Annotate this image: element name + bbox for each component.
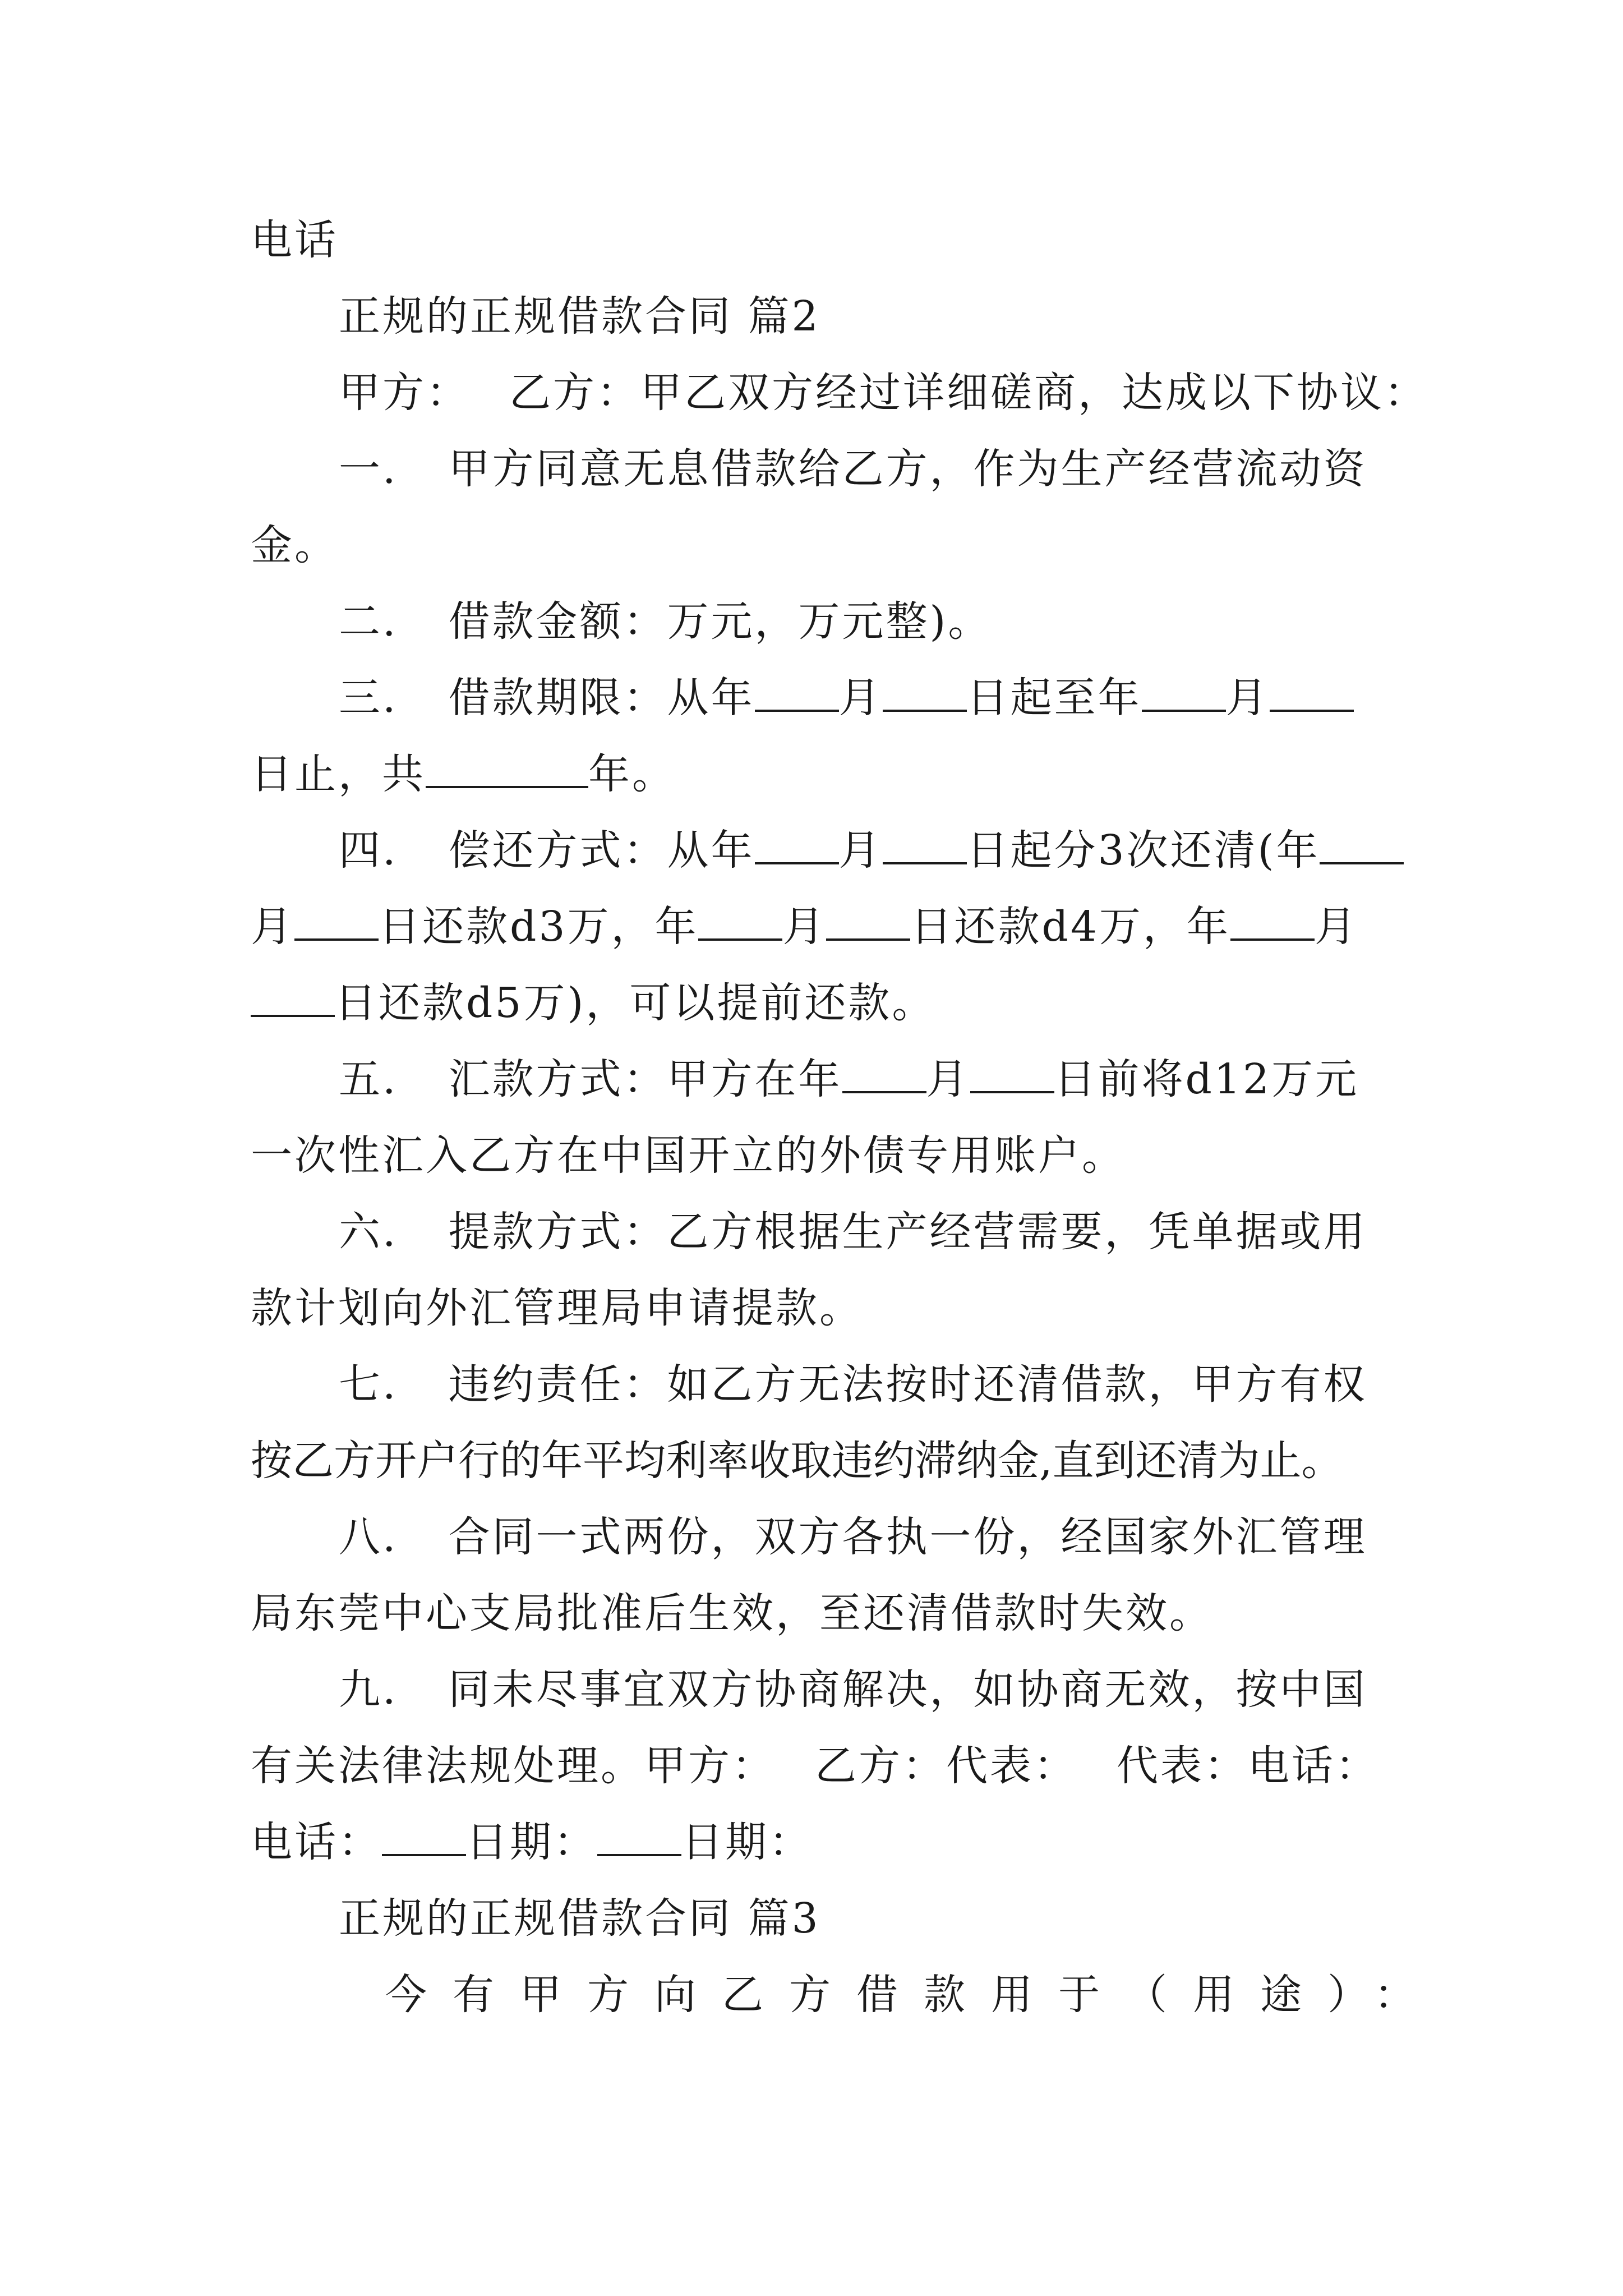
clause-8 <box>251 1499 1389 1575</box>
clause-text: 月 <box>251 903 294 951</box>
blank-line <box>755 829 839 864</box>
section-heading <box>251 278 1389 355</box>
text-line <box>251 507 1389 583</box>
phone-label: 电话 <box>251 216 338 264</box>
clause-text: 日还款d3万，年 <box>379 903 699 951</box>
clause-text: 月 <box>926 1055 970 1103</box>
blank-line <box>883 829 967 864</box>
clause-text: 合同一式两份，双方各执一份，经国家外汇管理 <box>448 1513 1367 1561</box>
clause-text: 日起分3次还清(年 <box>966 826 1320 875</box>
clause-text: 款计划向外汇管理局申请提款。 <box>251 1284 863 1332</box>
phone-label: 电话： <box>251 1818 382 1866</box>
text-line <box>251 736 1389 812</box>
clause-2 <box>251 583 1389 660</box>
blank-line <box>883 676 967 712</box>
clause-text: 有关法律法规处理。甲方： <box>251 1742 776 1790</box>
clause-text: 月 <box>1225 674 1270 722</box>
signature-line <box>251 1728 1389 1804</box>
clause-text: 局东莞中心支局批准后生效，至还清借款时失效。 <box>251 1589 1213 1637</box>
text-line <box>251 1957 1441 2033</box>
document-page <box>251 202 1441 2033</box>
clause-text: 按乙方开户行的年平均利率收取违约滞纳金,直到还清为止。 <box>251 1437 1343 1485</box>
text-line <box>251 1575 1389 1651</box>
clause-number: 三. <box>339 674 398 722</box>
clause-number: 二. <box>339 597 398 646</box>
blank-line <box>1230 905 1315 941</box>
clause-3 <box>251 660 1389 736</box>
clause-text: 同未尽事宜双方协商解决，如协商无效，按中国 <box>448 1665 1367 1714</box>
signature-line <box>251 1804 1389 1880</box>
clause-text: 月 <box>1314 903 1358 951</box>
date-label: 日期： <box>681 1818 813 1866</box>
blank-line <box>1142 676 1226 712</box>
clause-1 <box>251 431 1389 507</box>
clause-number: 一. <box>339 445 398 493</box>
clause-text: 日止，共 <box>251 750 426 798</box>
clause-7 <box>251 1346 1389 1423</box>
clause-text: 代表：电话： <box>1117 1742 1379 1790</box>
blank-line <box>251 981 335 1017</box>
clause-number: 五. <box>339 1055 398 1103</box>
text-line <box>251 889 1389 965</box>
clause-text: 日还款d4万，年 <box>910 903 1230 951</box>
clause-4 <box>251 812 1389 889</box>
blank-line <box>970 1057 1054 1093</box>
text-line <box>251 355 1428 431</box>
section-heading <box>251 1880 1389 1957</box>
blank-line <box>842 1057 926 1093</box>
blank-line <box>826 905 910 941</box>
clause-text: 乙方：代表： <box>815 1742 1077 1790</box>
clause-text: 金。 <box>251 521 338 569</box>
clause-number: 八. <box>339 1513 398 1561</box>
clause-text: 月 <box>782 903 827 951</box>
text-line <box>251 202 1389 278</box>
clause-text: 日前将d12万元 <box>1054 1055 1359 1103</box>
clause-text: 借款金额：万元，万元整)。 <box>448 597 992 646</box>
clause-text: 日起至年 <box>966 674 1142 722</box>
clause-5 <box>251 1041 1389 1117</box>
clause-text: 违约责任：如乙方无法按时还清借款，甲方有权 <box>448 1360 1367 1409</box>
clause-text: 月 <box>838 826 883 875</box>
party-b-intro: 乙方：甲乙双方经过详细磋商，达成以下协议： <box>509 369 1428 417</box>
text-line <box>251 965 1389 1041</box>
blank-line <box>597 1820 681 1856</box>
party-a-label: 甲方： <box>339 369 470 417</box>
blank-line <box>698 905 782 941</box>
text-line <box>251 1117 1389 1194</box>
clause-number: 四. <box>339 826 398 875</box>
blank-line <box>382 1820 466 1856</box>
text-line <box>251 1270 1389 1346</box>
section-title: 正规的正规借款合同 篇2 <box>339 292 820 341</box>
date-label: 日期： <box>466 1818 597 1866</box>
clause-number: 六. <box>339 1208 398 1256</box>
clause-text: 借款期限：从年 <box>448 674 755 722</box>
section-title: 正规的正规借款合同 篇3 <box>339 1894 820 1943</box>
clause-6 <box>251 1194 1389 1270</box>
clause-text: 年。 <box>588 750 676 798</box>
clause-text: 偿还方式：从年 <box>448 826 755 875</box>
clause-text: 汇款方式：甲方在年 <box>448 1055 842 1103</box>
blank-line <box>426 752 588 788</box>
clause-text: 日还款d5万)，可以提前还款。 <box>335 979 936 1027</box>
blank-line <box>755 676 839 712</box>
blank-line <box>294 905 379 941</box>
text-line <box>251 1423 1389 1499</box>
clause-text: 今有甲方向乙方借款用于（用途）： <box>385 1971 1441 2019</box>
blank-line <box>1270 676 1354 712</box>
clause-text: 甲方同意无息借款给乙方，作为生产经营流动资 <box>448 445 1367 493</box>
clause-9 <box>251 1651 1389 1728</box>
clause-text: 月 <box>838 674 883 722</box>
clause-text: 一次性汇入乙方在中国开立的外债专用账户。 <box>251 1131 1126 1180</box>
clause-number: 九. <box>339 1665 398 1714</box>
clause-number: 七. <box>339 1360 398 1409</box>
clause-text: 提款方式：乙方根据生产经营需要，凭单据或用 <box>448 1208 1367 1256</box>
blank-line <box>1320 829 1404 864</box>
